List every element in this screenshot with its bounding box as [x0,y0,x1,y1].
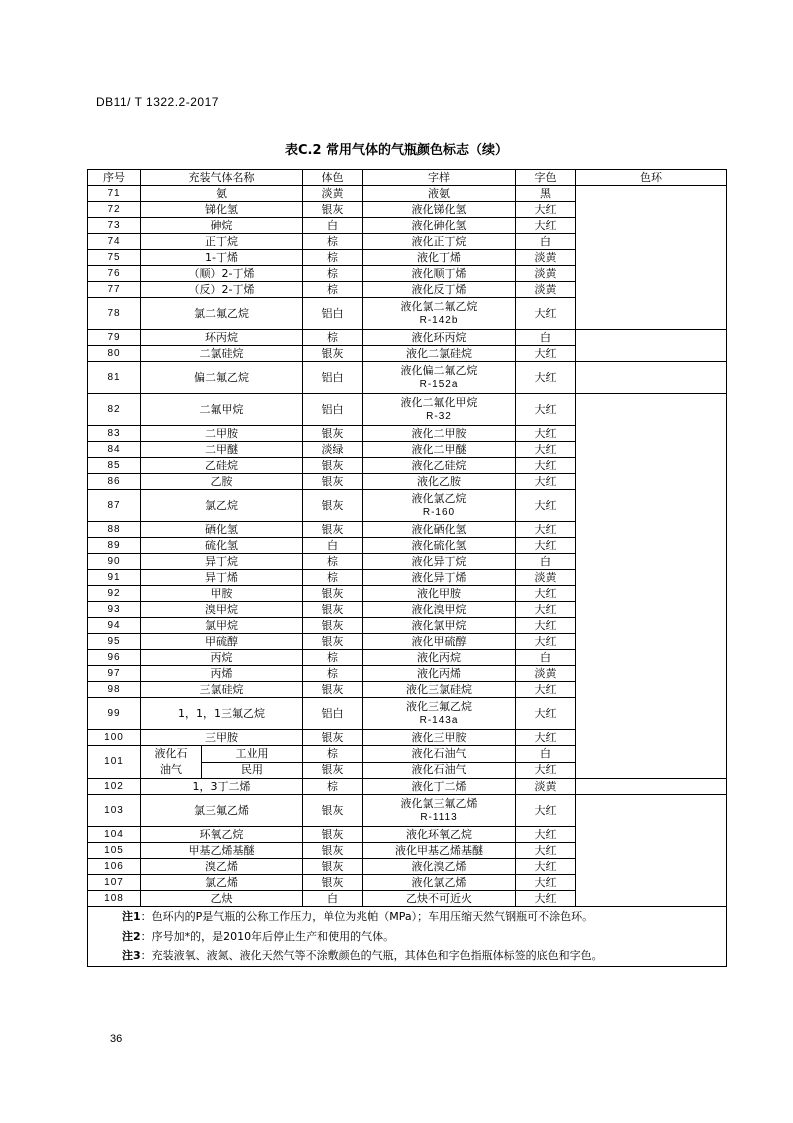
cell-no: 81 [88,362,141,394]
cell-no: 88 [88,522,141,538]
cell-body-color: 银灰 [303,875,363,891]
cell-lettering [363,682,516,698]
cell-no: 89 [88,538,141,554]
cell-body-color: 银灰 [303,859,363,875]
table-note-row [88,927,727,947]
cell-body-color: 白 [303,218,363,234]
cell-gas-name: 异丁烷 [141,554,303,570]
cell-gas-name: 二氯硅烷 [141,346,303,362]
cell-no: 76 [88,266,141,282]
cell-body-color: 白 [303,538,363,554]
cell-no: 95 [88,634,141,650]
lettering-text: 液化丙烷 [417,650,461,664]
cell-gas-name: 三甲胺 [141,730,303,746]
cell-gas-name: 1，1，1三氟乙烷 [141,698,303,730]
cell-body-color: 银灰 [303,618,363,634]
cell-gas-name: 氯甲烷 [141,618,303,634]
note-text: ：充装液氧、液氮、液化天然气等不涂敷颜色的气瓶，其体色和字色指瓶体标签的底色和字色。 [140,949,603,963]
lettering-text: 液化氯二氟乙烷 [400,299,478,313]
lettering-text: 乙炔不可近火 [406,891,472,905]
lpg-name-line2: 油气 [141,762,202,778]
cell-no: 75 [88,250,141,266]
cell-lettering [363,554,516,570]
cell-no: 83 [88,426,141,442]
note-label: 注1 [122,909,141,923]
lettering-text: 液化三氟乙烷 [406,699,472,713]
lettering-text: 液化甲基乙烯基醚 [395,843,483,857]
cell-letter-color: 大红 [516,602,576,618]
cell-lettering [363,586,516,602]
cell-lettering [363,827,516,843]
cell-no: 78 [88,298,141,330]
cell-lettering [363,602,516,618]
lettering-code: R-32 [426,410,452,422]
cell-letter-color: 淡黄 [516,266,576,282]
cell-body-color: 棕 [303,266,363,282]
cell-letter-color: 大红 [516,394,576,426]
cell-body-color: 棕 [303,779,363,795]
cell-body-color: 棕 [303,666,363,682]
cell-color-ring [576,186,727,330]
table-row [88,186,727,202]
cell-letter-color: 大红 [516,586,576,602]
table-note [88,907,727,927]
cell-letter-color: 大红 [516,490,576,522]
cell-no: 82 [88,394,141,426]
col-header-letter-color: 字色 [516,170,576,186]
cell-body-color: 淡黄 [303,186,363,202]
cell-gas-name: 丙烯 [141,666,303,682]
lettering-text: 液化硫化氢 [411,538,467,552]
cell-lettering [363,730,516,746]
cell-letter-color: 大红 [516,634,576,650]
lettering-text: 液化二甲胺 [411,426,467,440]
cell-letter-color: 大红 [516,538,576,554]
cell-lettering [363,666,516,682]
cell-body-color: 银灰 [303,202,363,218]
cell-no: 106 [88,859,141,875]
cell-letter-color: 大红 [516,442,576,458]
lpg-name-line1: 液化石 [141,746,202,762]
cell-body-color: 棕 [303,650,363,666]
note-label: 注3 [122,949,141,963]
cell-body-color: 棕 [303,330,363,346]
cell-color-ring [576,394,727,779]
cell-no: 99 [88,698,141,730]
cell-body-color: 银灰 [303,490,363,522]
cell-body-color: 银灰 [303,843,363,859]
lettering-text: 液化氯乙烷 [411,491,467,505]
lettering-text: 液化二氯硅烷 [406,346,472,360]
cell-letter-color: 大红 [516,891,576,907]
lettering-text: 液化三甲胺 [411,730,467,744]
cell-gas-name: 正丁烷 [141,234,303,250]
cell-letter-color: 大红 [516,875,576,891]
cell-color-ring [576,330,727,362]
cell-no: 102 [88,779,141,795]
col-header-no: 序号 [88,170,141,186]
cell-lettering [363,266,516,282]
cell-lettering [363,362,516,394]
cell-body-color: 棕 [303,282,363,298]
cell-gas-name: 溴乙烯 [141,859,303,875]
lettering-text: 液化乙硅烷 [411,458,467,472]
cell-lettering [363,394,516,426]
col-header-body-color: 体色 [303,170,363,186]
lettering-text: 液化氯三氟乙烯 [400,796,478,810]
cell-lettering [363,282,516,298]
cell-lettering [363,875,516,891]
table-row [88,362,727,394]
cell-lettering [363,330,516,346]
cell-body-color: 银灰 [303,730,363,746]
cell-lettering [363,570,516,586]
lettering-text: 液化氯甲烷 [411,618,467,632]
cell-gas-name: 环氧乙烷 [141,827,303,843]
cell-body-color: 银灰 [303,474,363,490]
cell-lettering [363,298,516,330]
cell-gas-name: 二甲胺 [141,426,303,442]
cell-body-color: 银灰 [303,634,363,650]
col-header-lettering: 字样 [363,170,516,186]
cell-lettering: 液化石油气 [363,762,516,779]
cell-letter-color: 白 [516,234,576,250]
cell-no: 101 [88,746,141,779]
note-text: ：色环内的P是气瓶的公称工作压力，单位为兆帕（MPa）；车用压缩天然气钢瓶可不涂色环。 [140,909,594,923]
table-body [88,186,727,967]
cell-letter-color: 大红 [516,730,576,746]
cell-letter-color: 大红 [516,795,576,827]
cell-no: 97 [88,666,141,682]
cell-body-color: 银灰 [303,602,363,618]
cell-body-color: 铝白 [303,362,363,394]
document-id: DB11/ T 1322.2-2017 [96,95,219,109]
cell-lettering [363,426,516,442]
cell-gas-name: 偏二氟乙烷 [141,362,303,394]
cell-body-color: 银灰 [303,795,363,827]
lettering-text: 液化正丁烷 [411,234,467,248]
cell-gas-name: 三氯硅烷 [141,682,303,698]
page-number: 36 [110,1033,123,1045]
cell-body-color: 淡绿 [303,442,363,458]
cell-letter-color: 大红 [516,426,576,442]
table-note-row [88,947,727,967]
table-header-row [88,170,727,186]
lettering-text: 液化溴甲烷 [411,602,467,616]
cell-no: 96 [88,650,141,666]
cell-letter-color: 大红 [516,362,576,394]
cell-gas-name: 1-丁烯 [141,250,303,266]
table-row [88,394,727,426]
lettering-text: 液化丁二烯 [411,779,467,793]
lettering-text: 液化异丁烯 [411,570,467,584]
cell-no: 80 [88,346,141,362]
table-note-row [88,907,727,927]
lettering-code: R-160 [422,506,456,518]
cell-letter-color: 大红 [516,827,576,843]
cell-no: 73 [88,218,141,234]
cell-gas-name: 氯三氟乙烯 [141,795,303,827]
gas-cylinder-color-table [87,169,727,967]
cell-letter-color: 大红 [516,859,576,875]
cell-lettering [363,779,516,795]
cell-no: 94 [88,618,141,634]
cell-letter-color: 大红 [516,762,576,779]
cell-body-color: 银灰 [303,522,363,538]
table-row [88,330,727,346]
lettering-code: R-1113 [420,811,458,823]
cell-letter-color: 黑 [516,186,576,202]
cell-letter-color: 大红 [516,682,576,698]
cell-letter-color: 淡黄 [516,570,576,586]
cell-lettering [363,234,516,250]
cell-letter-color: 大红 [516,618,576,634]
cell-lettering [363,474,516,490]
lettering-text: 液化甲硫醇 [411,634,467,648]
cell-no: 104 [88,827,141,843]
lettering-text: 液化砷化氢 [411,218,467,232]
cell-no: 72 [88,202,141,218]
cell-lettering [363,490,516,522]
cell-gas-name: 1，3丁二烯 [141,779,303,795]
cell-no: 108 [88,891,141,907]
lettering-text: 液化二氟化甲烷 [400,395,478,409]
cell-gas-name: 氯乙烯 [141,875,303,891]
lettering-text: 液化丙烯 [417,666,461,680]
cell-no: 74 [88,234,141,250]
cell-body-color: 棕 [303,250,363,266]
cell-letter-color: 淡黄 [516,779,576,795]
table-title: 表C.2 常用气体的气瓶颜色标志（续） [284,143,509,158]
lettering-text: 液化硒化氢 [411,522,467,536]
col-header-name: 充装气体名称 [141,170,303,186]
note-text: ：序号加*的，是2010年后停止生产和使用的气体。 [140,929,395,943]
cell-body-color: 棕 [303,234,363,250]
cell-no: 92 [88,586,141,602]
cell-gas-name: 氯乙烷 [141,490,303,522]
lettering-text: 液化乙胺 [417,474,461,488]
cell-no: 85 [88,458,141,474]
cell-no: 107 [88,875,141,891]
cell-lettering [363,891,516,907]
lettering-text: 液化锑化氢 [411,202,467,216]
lettering-code: R-142b [419,314,459,326]
cell-gas-name: 氨 [141,186,303,202]
cell-letter-color: 大红 [516,458,576,474]
cell-no: 77 [88,282,141,298]
cell-body-color: 棕 [303,554,363,570]
cell-body-color: 白 [303,891,363,907]
cell-body-color: 银灰 [303,586,363,602]
cell-gas-name: 乙胺 [141,474,303,490]
cell-letter-color: 白 [516,330,576,346]
cell-color-ring [576,362,727,394]
cell-gas-name: （顺）2-丁烯 [141,266,303,282]
cell-color-ring [576,779,727,795]
lettering-text: 液化反丁烯 [411,282,467,296]
lettering-text: 液化溴乙烯 [411,859,467,873]
cell-body-color: 铝白 [303,698,363,730]
cell-lettering: 液化石油气 [363,746,516,763]
lpg-use-civil: 民用 [241,763,263,777]
cell-body-color: 银灰 [303,426,363,442]
cell-gas-name: 甲基乙烯基醚 [141,843,303,859]
cell-gas-name: 乙炔 [141,891,303,907]
lettering-text: 液化环氧乙烷 [406,827,472,841]
lettering-text: 液化二甲醚 [411,442,467,456]
cell-gas-name: 氯二氟乙烷 [141,298,303,330]
cell-letter-color: 大红 [516,843,576,859]
cell-letter-color: 大红 [516,298,576,330]
cell-gas-name: 二甲醚 [141,442,303,458]
cell-gas-name-lpg [141,746,303,779]
cell-no: 91 [88,570,141,586]
lettering-text: 液氨 [428,186,450,200]
cell-body-color: 银灰 [303,458,363,474]
cell-lettering [363,859,516,875]
lpg-name-split [141,746,302,778]
cell-color-ring [576,795,727,907]
lettering-text: 液化甲胺 [417,586,461,600]
cell-letter-color: 白 [516,746,576,763]
cell-gas-name: 异丁烯 [141,570,303,586]
cell-no: 98 [88,682,141,698]
cell-gas-name: 溴甲烷 [141,602,303,618]
cell-letter-color: 大红 [516,346,576,362]
cell-gas-name: 锑化氢 [141,202,303,218]
cell-letter-color: 大红 [516,474,576,490]
lettering-text: 液化丁烯 [417,250,461,264]
lettering-text: 液化异丁烷 [411,554,467,568]
cell-body-color: 银灰 [303,682,363,698]
cell-lettering [363,458,516,474]
cell-body-color: 银灰 [303,762,363,779]
cell-letter-color: 大红 [516,522,576,538]
cell-gas-name: 丙烷 [141,650,303,666]
cell-lettering [363,650,516,666]
cell-lettering [363,202,516,218]
table-note [88,947,727,967]
cell-gas-name: 甲硫醇 [141,634,303,650]
table-note [88,927,727,947]
cell-lettering [363,218,516,234]
cell-body-color: 银灰 [303,827,363,843]
cell-lettering [363,522,516,538]
cell-no: 93 [88,602,141,618]
cell-lettering [363,250,516,266]
cell-no: 71 [88,186,141,202]
cell-lettering [363,186,516,202]
cell-body-color: 铝白 [303,298,363,330]
lettering-text: 液化顺丁烯 [411,266,467,280]
cell-lettering [363,634,516,650]
cell-lettering [363,442,516,458]
cell-no: 100 [88,730,141,746]
cell-lettering [363,538,516,554]
cell-letter-color: 大红 [516,218,576,234]
lettering-text: 液化氯乙烯 [411,875,467,889]
lettering-text: 液化环丙烷 [411,330,467,344]
cell-no: 105 [88,843,141,859]
cell-letter-color: 淡黄 [516,250,576,266]
lettering-code: R-143a [419,714,459,726]
cell-no: 86 [88,474,141,490]
cell-no: 90 [88,554,141,570]
cell-letter-color: 淡黄 [516,282,576,298]
cell-no: 87 [88,490,141,522]
lettering-text: 液化三氯硅烷 [406,682,472,696]
lettering-code: R-152a [419,378,459,390]
cell-gas-name: 二氟甲烷 [141,394,303,426]
table-row [88,795,727,827]
cell-body-color: 银灰 [303,346,363,362]
cell-letter-color: 淡黄 [516,666,576,682]
cell-gas-name: 硒化氢 [141,522,303,538]
cell-lettering [363,346,516,362]
cell-gas-name: （反）2-丁烯 [141,282,303,298]
cell-letter-color: 白 [516,650,576,666]
cell-no: 103 [88,795,141,827]
cell-lettering [363,795,516,827]
cell-letter-color: 白 [516,554,576,570]
cell-lettering [363,618,516,634]
cell-body-color: 棕 [303,746,363,763]
col-header-color-ring: 色环 [576,170,727,186]
cell-letter-color: 大红 [516,698,576,730]
cell-body-color: 棕 [303,570,363,586]
cell-lettering [363,698,516,730]
cell-lettering [363,843,516,859]
lettering-text: 液化偏二氟乙烷 [400,363,478,377]
cell-gas-name: 砷烷 [141,218,303,234]
cell-gas-name: 环丙烷 [141,330,303,346]
cell-gas-name: 硫化氢 [141,538,303,554]
note-label: 注2 [122,929,141,943]
cell-letter-color: 大红 [516,202,576,218]
cell-body-color: 铝白 [303,394,363,426]
cell-gas-name: 甲胺 [141,586,303,602]
cell-gas-name: 乙硅烷 [141,458,303,474]
cell-no: 79 [88,330,141,346]
lpg-use-industrial: 工业用 [202,746,303,762]
cell-no: 84 [88,442,141,458]
table-row [88,779,727,795]
